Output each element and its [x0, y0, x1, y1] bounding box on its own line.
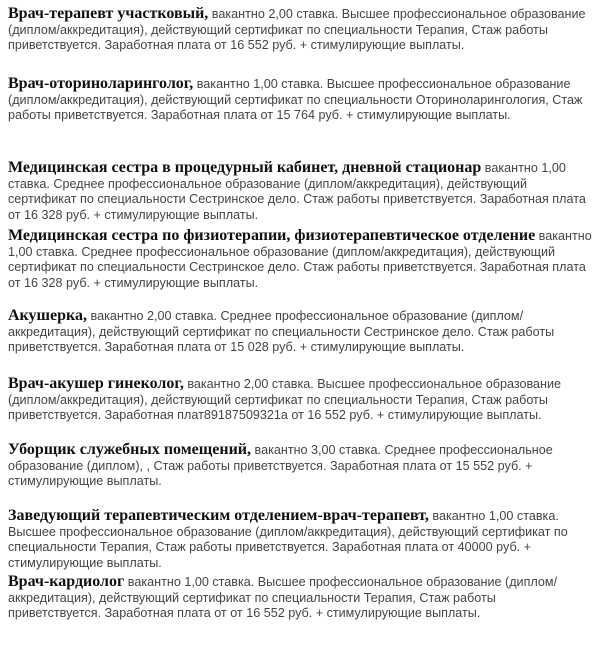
vacancy-title: Врач-кардиолог [8, 573, 125, 590]
vacancy-details: вакантно 3,00 ставка. Среднее профессиональное образование (диплом), , Стаж работы приветствуется. Заработная плата от 15 552 руб. + стимулирующие выплаты. [8, 443, 553, 489]
vacancy-details: вакантно 1,00 ставка. Среднее профессиональное образование (диплом/аккредитация), действующий сертификат по специальности Сестринское дело. Стаж работы приветствуется. Заработная плата от 16 328 руб. + стимулирующие выплаты. [8, 229, 592, 291]
vacancy-otolaryngologist [8, 76, 592, 124]
vacancy-title: Врач-оториноларинголог, [8, 75, 194, 92]
vacancy-details: вакантно 1,00 ставка. Высшее профессиональное образование (диплом/аккредитация), действующий сертификат по специальности Терапия, Стаж работы приветствуется. Заработная плата от 40000 руб. + стимулирующие выплаты. [8, 509, 568, 571]
vacancy-details: вакантно 2,00 ставка. Высшее профессиональное образование (диплом/аккредитация), действующий сертификат по специальности Терапия, Стаж работы приветствуется. Заработная плата от 16 552 руб. + стимулирующие выплаты. [8, 7, 586, 53]
vacancy-procedure-nurse [8, 160, 592, 224]
vacancy-title: Врач-терапевт участковый, [8, 5, 209, 22]
vacancy-details: вакантно 1,00 ставка. Высшее профессиональное образование (диплом/аккредитация), действующий сертификат по специальности Терапия, Стаж работы приветствуется. Заработная плата от от 16 552 руб. + стимулирующие выплаты. [8, 575, 558, 621]
vacancy-cleaner [8, 442, 592, 490]
vacancy-title: Медицинская сестра в процедурный кабинет, дневной стационар [8, 159, 482, 176]
vacancy-midwife [8, 308, 592, 356]
vacancy-title: Заведующий терапевтическим отделением-врач-терапевт, [8, 507, 429, 524]
vacancy-title: Уборщик служебных помещений, [8, 441, 252, 458]
vacancy-details: вакантно 1,00 ставка. Среднее профессиональное образование (диплом/аккредитация), действующий сертификат по специальности Сестринское дело. Стаж работы приветствуется. Заработная плата от 16 328 руб. + стимулирующие выплаты. [8, 161, 586, 223]
vacancy-details: вакантно 2,00 ставка. Среднее профессиональное образование (диплом/аккредитация), действующий сертификат по специальности Сестринское дело. Стаж работы приветствуется. Заработная плата от 15 028 руб. + стимулирующие выплаты. [8, 309, 555, 355]
vacancy-details: вакантно 2,00 ставка. Высшее профессиональное образование (диплом/аккредитация), действующий сертификат по специальности Терапия, Стаж работы приветствуется. Заработная плат89187509321а от 16 552 руб. + стимулирующие выплаты. [8, 377, 562, 423]
vacancy-physio-nurse [8, 228, 592, 292]
vacancy-details: вакантно 1,00 ставка. Высшее профессиональное образование (диплом/аккредитация), действующий сертификат по специальности Оториноларингология, Стаж работы приветствуется. Заработная плата от 15 764 руб. + стимулирующие выплаты. [8, 77, 583, 123]
vacancy-cardiologist [8, 574, 592, 622]
vacancy-obstetrician [8, 376, 592, 424]
vacancy-head-therapist [8, 508, 592, 572]
vacancy-title: Медицинская сестра по физиотерапии, физиотерапевтическое отделение [8, 227, 536, 244]
vacancy-title: Врач-акушер гинеколог, [8, 375, 184, 392]
vacancy-therapist [8, 6, 592, 54]
vacancy-title: Акушерка, [8, 307, 88, 324]
